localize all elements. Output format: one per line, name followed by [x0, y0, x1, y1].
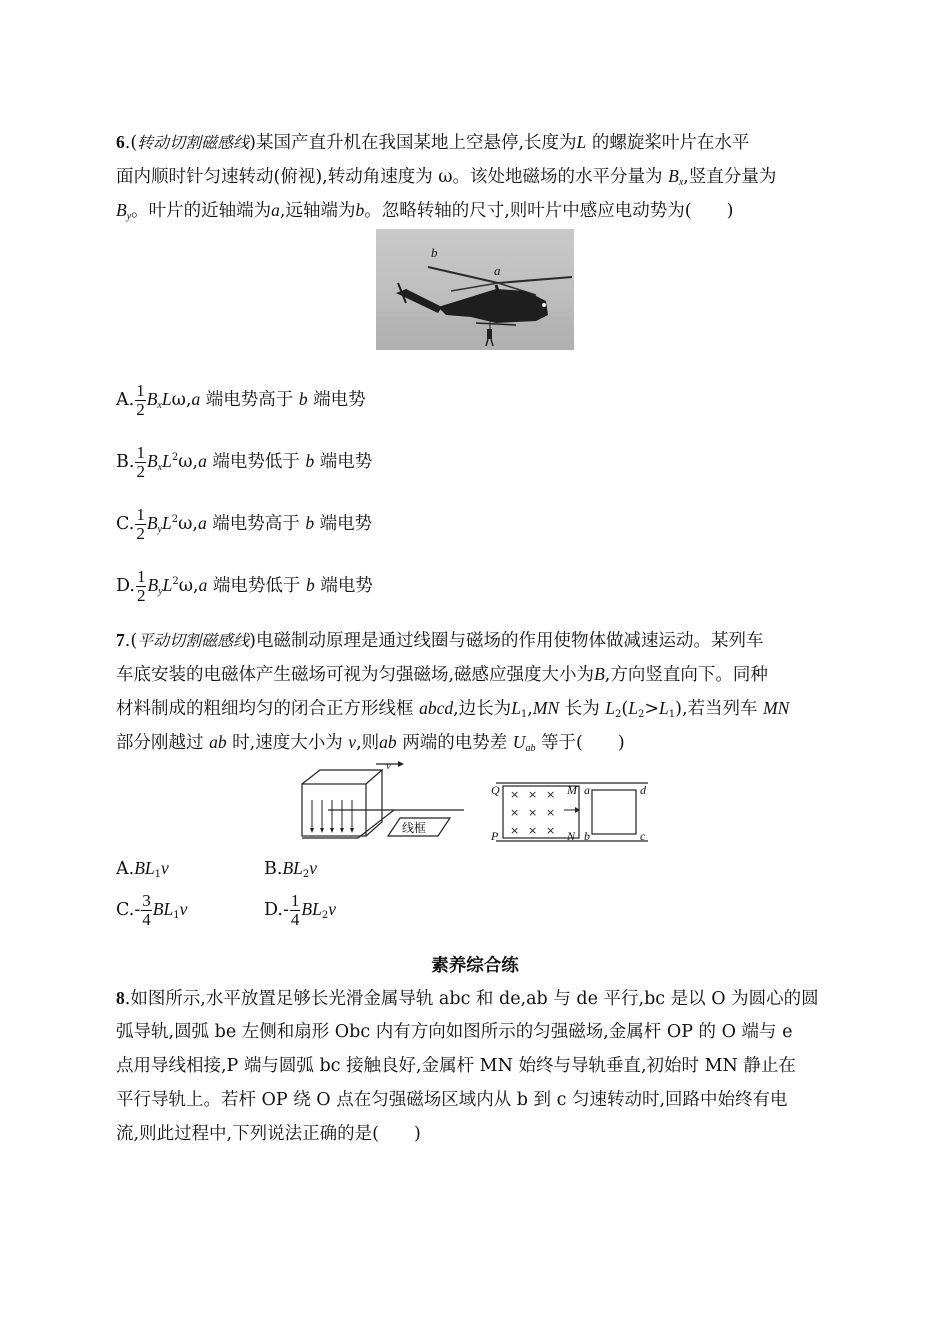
- omega: ω: [178, 514, 193, 534]
- option-text: 端电势: [314, 514, 373, 534]
- q7-option-a[interactable]: [116, 858, 169, 880]
- q8-text: .如图所示,水平放置足够长光滑金属导轨 abc 和 de,ab 与 de 平行,bc 是以 O 为圆心的圆: [124, 989, 819, 1009]
- var-L: L: [162, 451, 172, 471]
- label-a: a: [584, 783, 590, 797]
- q7-number: 7: [116, 630, 125, 650]
- sub-x: x: [678, 177, 684, 188]
- var-b: b: [306, 575, 315, 595]
- var-v: v: [328, 899, 336, 919]
- var-L2: L: [605, 698, 616, 718]
- var-a: a: [197, 513, 207, 533]
- var-ab: ab: [379, 732, 397, 752]
- subscript: x: [157, 462, 163, 473]
- superscript: 2: [171, 514, 179, 525]
- option-text: 端电势高于: [200, 390, 299, 410]
- q7-text: 两端的电势差: [396, 733, 508, 753]
- field-frame-figure: [488, 778, 654, 846]
- q7-text: 车底安装的电磁体产生磁场可视为匀强磁场,磁感应强度大小为: [116, 665, 595, 685]
- label-M: M: [567, 783, 577, 797]
- q6-text: 的螺旋桨叶片在水平: [591, 133, 750, 153]
- label-d: d: [640, 783, 646, 797]
- denominator: 2: [136, 586, 146, 605]
- comma: ,: [193, 576, 199, 596]
- q6-text: 。叶片的近轴端为: [131, 201, 272, 221]
- svg-text:×: ×: [528, 788, 538, 801]
- q7-text: 电磁制动原理是通过线圈与磁场的作用使物体做减速运动。某列车: [255, 631, 764, 651]
- option-text: 端电势: [307, 390, 366, 410]
- var-b: b: [305, 451, 315, 471]
- q7-text: 时,速度大小为: [226, 733, 343, 753]
- var-B: B: [146, 451, 158, 471]
- var-v: v: [309, 858, 318, 878]
- omega: ω: [178, 452, 193, 472]
- subscript: 2: [321, 910, 329, 921]
- label-frame: 线框: [402, 821, 427, 835]
- label-N: N: [567, 829, 576, 843]
- sub-1: 1: [668, 709, 676, 720]
- svg-text:×: ×: [546, 806, 556, 819]
- omega: ω: [178, 576, 194, 596]
- comma: ,: [185, 390, 192, 410]
- q7-text: ,方向竖直向下。同种: [604, 665, 768, 685]
- numerator: 1: [136, 505, 145, 524]
- var-L1: L: [511, 698, 521, 718]
- q6-text: ,竖直分量为: [683, 167, 777, 187]
- var-B: B: [116, 200, 127, 220]
- section-heading: 素养综合练: [431, 956, 519, 976]
- subscript: 2: [302, 869, 310, 880]
- q8-line-3: 点用导线相接,P 端与圆弧 bc 接触良好,金属杆 MN 始终与导轨垂直,初始时 MN 静止在: [116, 1056, 796, 1076]
- q6-line-1: 6.(转动切割磁感线)某国产直升机在我国某地上空悬停,长度为L 的螺旋桨叶片在水平: [116, 132, 750, 153]
- subscript: 1: [154, 869, 162, 880]
- q7-line-3: 材料制成的粗细均匀的闭合正方形线框 abcd,边长为$L_1,MN$ 长为 $L_2(L_2>L_1)$,若当列车 MN: [116, 698, 790, 720]
- q7-text: ,边长为: [453, 699, 512, 719]
- label-b: b: [584, 829, 590, 843]
- q7-text: ,则: [356, 733, 380, 753]
- q6-number: 6: [116, 132, 125, 152]
- q7-tag: 平动切割磁感线: [137, 631, 250, 650]
- denominator: 2: [136, 462, 145, 481]
- denominator: 4: [290, 910, 300, 929]
- var-U: U: [512, 732, 526, 752]
- var-L2: L: [628, 698, 638, 718]
- option-letter: A.: [116, 859, 135, 879]
- var-b: b: [298, 389, 308, 409]
- var-b: b: [305, 513, 315, 533]
- var-B: B: [146, 389, 158, 409]
- q8-line-4: 平行导轨上。若杆 OP 绕 O 点在匀强磁场区域内从 b 到 c 匀速转动时,回路中始终有电: [116, 1090, 788, 1110]
- option-letter: D.: [116, 576, 135, 596]
- svg-text:×: ×: [546, 824, 556, 837]
- fraction: [290, 892, 301, 929]
- var-ab: ab: [209, 732, 227, 752]
- label-P: P: [491, 829, 499, 843]
- label-v: v: [386, 760, 391, 773]
- photo-label-a: a: [494, 263, 501, 278]
- q6-text: 。忽略转轴的尺寸,则叶片中感应电动势为( ): [364, 201, 734, 221]
- svg-text:×: ×: [510, 788, 520, 801]
- q8-line-2: 弧导轨,圆弧 be 左侧和扇形 Obc 内有方向如图所示的匀强磁场,金属杆 OP 的 O 端与 e: [116, 1022, 793, 1042]
- numerator: 1: [136, 443, 145, 462]
- expr: BL: [301, 899, 322, 919]
- var-L: L: [161, 389, 172, 409]
- svg-text:×: ×: [510, 806, 520, 819]
- q6-option-a[interactable]: [116, 382, 366, 419]
- option-letter: B.: [264, 859, 283, 879]
- q6-text: 某国产直升机在我国某地上空悬停,长度为: [255, 133, 577, 153]
- q8-line-5: 流,则此过程中,下列说法正确的是( ): [116, 1124, 421, 1144]
- q6-option-d[interactable]: [116, 568, 373, 605]
- comma: ,: [192, 452, 199, 472]
- option-letter: B.: [116, 452, 135, 472]
- var-v: v: [179, 899, 188, 919]
- q6-option-c[interactable]: [116, 506, 372, 543]
- q7-option-b[interactable]: [264, 858, 317, 880]
- denominator: 2: [136, 524, 145, 543]
- var-L1: L: [659, 698, 669, 718]
- q6-option-b[interactable]: [116, 444, 372, 481]
- sub-2: 2: [637, 709, 645, 720]
- q7-option-c[interactable]: [116, 892, 187, 929]
- var-a: a: [198, 451, 207, 471]
- expr: BL: [152, 899, 174, 919]
- q7-text: ,: [527, 699, 533, 719]
- var-a: a: [191, 389, 201, 409]
- superscript: 2: [171, 452, 179, 463]
- subscript: 1: [173, 910, 180, 921]
- numerator: 1: [290, 891, 300, 910]
- var-b: b: [355, 200, 365, 220]
- var-MN: MN: [763, 698, 790, 718]
- svg-text:×: ×: [528, 806, 538, 819]
- var-abcd: abcd: [419, 698, 454, 718]
- fraction: [135, 382, 146, 419]
- var-L: L: [576, 132, 587, 152]
- numerator: 1: [136, 381, 145, 400]
- q6-text: 面内顺时针匀速转动(俯视),转动角速度为 ω。该处地磁场的水平分量为: [116, 167, 663, 187]
- comma: ,: [192, 514, 198, 534]
- denominator: 4: [142, 910, 151, 929]
- option-text: 端电势高于: [206, 514, 306, 534]
- var-L: L: [162, 513, 172, 533]
- var-B: B: [146, 513, 158, 533]
- q6-line-3: [116, 194, 733, 233]
- q7-option-d[interactable]: [264, 892, 336, 929]
- label-Q: Q: [491, 783, 500, 797]
- expr: BL: [282, 858, 303, 878]
- subscript: y: [157, 524, 162, 535]
- sub-1: 1: [520, 709, 528, 720]
- expr: BL: [134, 858, 155, 878]
- option-text: 端电势: [314, 576, 373, 596]
- q8-number: 8: [116, 988, 125, 1008]
- helicopter-photo: [376, 229, 574, 350]
- electromagnet-figure: [298, 760, 470, 846]
- q7-text: ,若当列车: [681, 699, 758, 719]
- sub-ab: ab: [525, 743, 536, 754]
- var-a: a: [271, 200, 280, 220]
- denominator: 2: [136, 400, 145, 419]
- numerator: 3: [142, 891, 151, 910]
- subscript: x: [157, 400, 162, 411]
- svg-text:×: ×: [510, 824, 520, 837]
- sub-2: 2: [615, 709, 622, 720]
- option-letter: C.-: [116, 900, 141, 920]
- q6-text: ,远轴端为: [279, 201, 356, 221]
- var-B: B: [594, 664, 605, 684]
- omega: ω: [171, 390, 186, 410]
- var-v: v: [348, 732, 357, 752]
- option-text: 端电势: [314, 452, 373, 472]
- q6-tag: 转动切割磁感线: [137, 133, 250, 152]
- svg-text:×: ×: [546, 788, 556, 801]
- fraction: [141, 892, 152, 929]
- svg-text:×: ×: [528, 824, 538, 837]
- option-letter: A.: [116, 390, 135, 410]
- var-B: B: [668, 166, 679, 186]
- var-a: a: [198, 575, 208, 595]
- fraction: [136, 568, 147, 605]
- q7-text: 材料制成的粗细均匀的闭合正方形线框: [116, 699, 414, 719]
- option-letter: D.-: [264, 900, 289, 920]
- option-text: 端电势低于: [206, 452, 306, 472]
- q7-line-2: [116, 658, 768, 691]
- var-v: v: [161, 858, 169, 878]
- fraction: [135, 444, 146, 481]
- q7-text: 等于( ): [535, 733, 625, 753]
- var-B: B: [147, 575, 159, 595]
- sub-y: y: [126, 211, 132, 222]
- photo-label-b: b: [431, 245, 438, 260]
- numerator: 1: [136, 567, 146, 586]
- fraction: [135, 506, 146, 543]
- option-text: 端电势低于: [207, 576, 306, 596]
- option-letter: C.: [116, 514, 135, 534]
- var-L: L: [162, 575, 173, 595]
- q8-line-1: [116, 982, 819, 1015]
- q7-line-1: 7.(平动切割磁感线)电磁制动原理是通过线圈与磁场的作用使物体做减速运动。某列车: [116, 630, 764, 651]
- q7-text: 长为: [559, 699, 600, 719]
- var-MN: MN: [532, 698, 560, 718]
- label-c: c: [640, 829, 646, 843]
- subscript: y: [158, 586, 163, 597]
- superscript: 2: [172, 576, 179, 587]
- q7-text: 部分刚越过: [116, 733, 204, 753]
